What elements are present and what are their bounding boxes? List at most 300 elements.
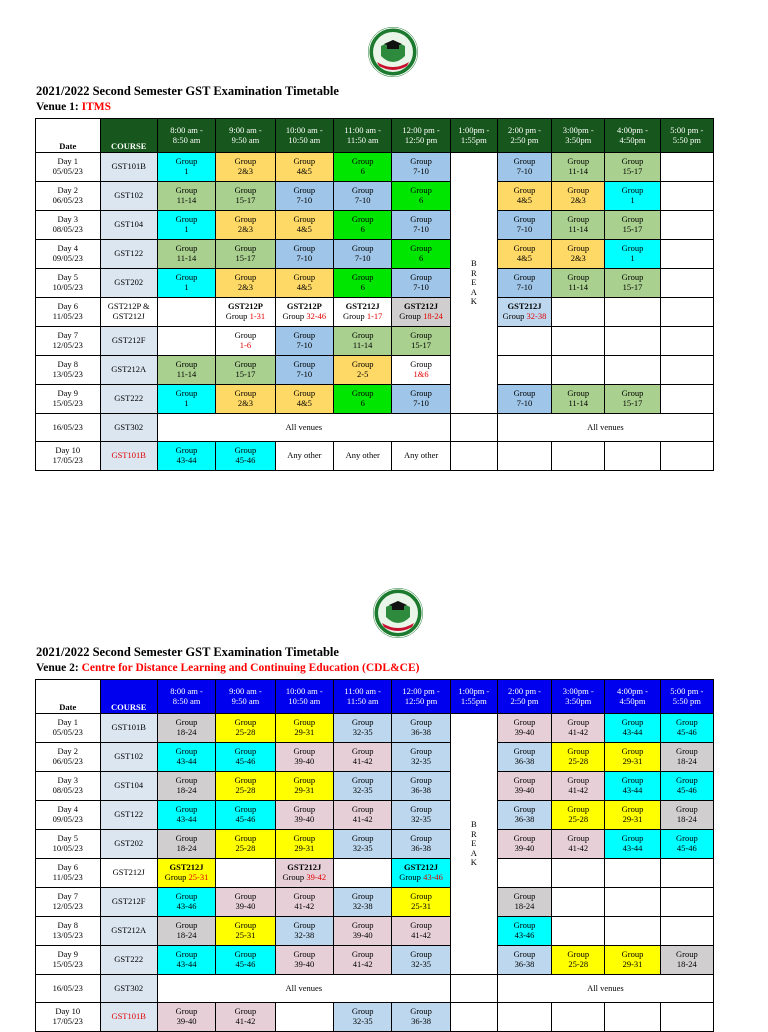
cell-line: Group [234,891,257,902]
course-code-cell [100,946,157,975]
group-range-red: 32-38 [526,311,547,321]
time-slot-line: 9:50 am [231,134,260,145]
cell-line: Group [567,214,590,225]
schedule-cell [392,946,450,975]
schedule-cell [216,153,275,182]
time-slot-header [497,680,551,714]
cell-line: Group [293,272,316,283]
cell-line: 4&5 [296,398,312,408]
cell-line: GST202 [114,277,144,288]
cell-line: Group [351,156,374,167]
cell-line: 2&3 [570,195,586,205]
cell-line: Group [175,717,198,728]
cell-line: Group [175,833,198,844]
cell-line: Group [175,920,198,931]
schedule-cell [334,743,392,772]
date-label: 15/05/23 [52,398,83,408]
date-label: 15/05/23 [52,959,83,969]
cell-line: 18-24 [176,843,197,853]
course-code-cell [100,801,157,830]
schedule-cell [392,801,450,830]
all-venues-cell: All venues [157,414,450,442]
cell-line: GST212J [112,867,145,878]
cell-line: Group [675,775,698,786]
cell-line: 45-46 [676,785,697,795]
time-slot-header [334,680,392,714]
schedule-cell [660,182,713,211]
cell-line: GST104 [114,780,144,791]
cell-line: 1 [184,166,189,176]
cell-line: Group [175,445,198,456]
cell-line: 39-40 [352,930,373,940]
schedule-cell [552,743,605,772]
schedule-cell [334,946,392,975]
cell-line: 41-42 [568,843,589,853]
cell-line: Group [234,156,257,167]
cell-line: Group [234,330,257,341]
cell-line: Group [513,833,536,844]
schedule-cell [157,946,215,975]
course-code-cell [100,240,157,269]
cell-line: 43-44 [176,959,197,969]
schedule-cell [334,772,392,801]
break-column [450,714,497,975]
cell-line: Any other [403,450,439,461]
cell-line: 11-14 [176,369,197,379]
date-label: 08/05/23 [52,785,83,795]
cell-line: 2&3 [237,166,253,176]
cell-line: Group [234,833,257,844]
schedule-cell [334,269,392,298]
cell-line: Group [351,833,374,844]
table-row [36,743,714,772]
course-variant: GST212P [227,301,263,312]
cell-line: Group [621,272,644,283]
schedule-cell [660,830,713,859]
break-letter: R [470,267,477,278]
group-range-red: 43-46 [423,872,443,882]
day-date-cell [36,888,101,917]
cell-line: Group [410,272,432,283]
day-date-cell [36,714,101,743]
schedule-cell [552,888,605,917]
date-label: 11/05/23 [52,311,83,321]
cell-line: 6 [360,224,365,234]
cell-line: 6 [418,195,424,205]
group-range-red: 1-17 [366,311,383,321]
cell-line: Group [234,445,257,456]
schedule-cell [605,830,660,859]
cell-line: 41-42 [235,1016,256,1026]
course-code-cell [100,442,157,471]
cell-line: 43-46 [176,901,197,911]
time-slot-header [605,680,660,714]
cell-line: 25-28 [568,959,589,969]
course-code-cell [100,414,157,442]
schedule-cell [157,442,215,471]
cell-line: Group [621,214,644,225]
cell-line: 7-10 [296,340,313,350]
time-slot-header [450,680,497,714]
cell-line: Group [234,359,257,370]
cell-line: Group [234,214,257,225]
cell-line: Group [351,891,374,902]
day-date-cell [36,414,101,442]
cell-line: 25-28 [235,727,256,737]
schedule-cell [605,356,660,385]
cell-line: 32-35 [411,959,431,969]
schedule-cell [157,772,215,801]
schedule-cell [334,240,392,269]
time-slot-line: 11:50 am [346,695,379,706]
cell-line: 39-40 [176,1016,197,1026]
cell-line: Group [410,156,432,167]
schedule-cell [392,211,450,240]
cell-line [216,341,274,351]
cell-line: Group [351,949,374,960]
cell-line: 29-31 [294,727,315,737]
schedule-cell [497,240,551,269]
break-letter: R [470,828,477,839]
day-date-cell [36,385,101,414]
cell-line: Group [513,949,536,960]
cell-line: Group [234,746,257,757]
cell-line: 45-46 [676,843,697,853]
day-date-cell [36,859,101,888]
venue-name: ITMS [81,101,111,113]
group-range-red: 1-31 [249,311,266,321]
time-slot-header [334,119,392,153]
schedule-cell [275,772,333,801]
table-row [36,182,714,211]
course-variant: GST212J [169,862,204,873]
table-row [36,240,714,269]
time-slot-line: 12:50 pm [404,134,438,145]
cell-line: 7-10 [516,282,533,292]
schedule-cell [552,859,605,888]
cell-line: 1 [184,282,189,292]
break-letter: K [470,857,477,868]
header-row [36,119,714,153]
break-cell [450,975,497,1003]
course-code-cell [100,830,157,859]
schedule-cell [660,714,713,743]
cell-line: 32-35 [352,1016,373,1026]
time-slot-line: 2:00 pm - [507,124,542,135]
group-range: Group 25-31 [164,872,209,882]
time-slot-header [275,119,333,153]
table-row [36,153,714,182]
table-row [36,946,714,975]
schedule-cell [605,385,660,414]
schedule-cell [275,859,333,888]
schedule-cell [660,859,713,888]
cell-line: Group [351,272,374,283]
cell-line: 11-14 [568,398,588,408]
venue-name: Centre for Distance Learning and Continuing Education (CDL&CE) [81,662,420,674]
cell-line: 29-31 [294,843,315,853]
schedule-cell [660,801,713,830]
time-slot-line: 10:50 am [288,695,321,706]
schedule-cell [605,153,660,182]
course-code-cell [100,859,157,888]
cell-line: 43-44 [176,814,197,824]
schedule-cell [605,1003,660,1032]
schedule-cell [497,385,551,414]
cell-line: Group [175,949,198,960]
cell-line: Group [293,185,316,196]
all-venues-cell: All venues [497,975,713,1003]
cell-line: GST102 [114,751,144,762]
date-label: 10/05/23 [52,282,83,292]
time-slot-line: 4:50pm [619,134,646,145]
schedule-cell [216,327,275,356]
cell-line: 45-46 [676,727,697,737]
schedule-cell [552,830,605,859]
cell-line: 15-17 [411,340,431,350]
cell-line: 2&3 [237,224,253,234]
cell-line: 41-42 [352,814,373,824]
cell-line: Group [567,746,590,757]
schedule-cell [275,298,333,327]
table-row [36,714,714,743]
cell-line: Group [410,243,432,254]
cell-line: 29-31 [622,959,643,969]
schedule-cell [157,182,215,211]
course-code-cell [100,327,157,356]
schedule-cell [497,772,551,801]
day-label: Day 4 [57,243,79,254]
cell-line: 43-46 [514,930,535,940]
schedule-cell [392,269,450,298]
cell-line: Group [513,272,536,283]
schedule-cell [497,946,551,975]
cell-line: 7-10 [296,195,313,205]
schedule-cell [334,327,392,356]
cell-line: 4&5 [296,282,312,292]
schedule-cell [392,1003,450,1032]
schedule-cell [275,946,333,975]
cell-line: Group [293,359,316,370]
cell-line: 29-31 [622,814,643,824]
timetable-venue2 [35,679,714,1032]
table-row [36,830,714,859]
cell-line: Group [675,717,698,728]
table-row [36,356,714,385]
time-slot-line: 1:55pm [460,695,487,706]
table-row [36,442,714,471]
group-range-red: 39-42 [306,872,327,882]
course-variant: GST212J [404,301,439,312]
table-row [36,917,714,946]
day-label: Day 1 [57,156,79,167]
schedule-cell [275,442,333,471]
time-slot-line: 4:50pm [619,695,646,706]
time-slot-header [157,119,215,153]
schedule-cell [605,714,660,743]
schedule-cell [497,327,551,356]
schedule-cell [497,211,551,240]
course-header: COURSE [100,119,157,153]
cell-line: 36-38 [411,843,431,853]
schedule-cell [275,356,333,385]
course-code-cell [100,772,157,801]
cell-line: Group [234,1006,257,1017]
time-slot-line: 5:50 pm [672,134,701,145]
group-range: Group 32-46 [282,311,327,321]
schedule-cell [275,888,333,917]
cell-line: Group [410,833,432,844]
cell-line: 7-10 [354,195,371,205]
cell-line: Group [410,185,432,196]
schedule-cell [334,153,392,182]
schedule-cell [216,859,275,888]
schedule-cell [216,714,275,743]
cell-line: 18-24 [176,930,197,940]
cell-line: 41-42 [352,959,373,969]
cell-line: Group [567,272,590,283]
group-range: Group 18-24 [399,311,443,321]
schedule-cell [605,801,660,830]
schedule-cell [392,743,450,772]
cell-line: Group [351,330,374,341]
cell-line: Group [513,717,536,728]
schedule-cell [660,153,713,182]
schedule-cell [497,743,551,772]
cell-line: Group [410,359,432,370]
schedule-cell [392,153,450,182]
time-slot-line: 11:00 am - [344,685,381,696]
group-range: Group 43-46 [399,872,443,882]
cell-line: Group [621,388,644,399]
cell-line: 25-31 [235,930,256,940]
cell-line: 2&3 [237,398,253,408]
table-row [36,801,714,830]
schedule-cell [157,327,215,356]
date-label: 10/05/23 [52,843,83,853]
cell-line: 39-40 [514,727,535,737]
table-row [36,414,714,442]
course-variant: GST212P [286,301,322,312]
cell-line: 11-14 [568,166,588,176]
timetable-venue1 [35,118,714,471]
cell-line: Group [567,717,590,728]
cell-line: 41-42 [352,756,373,766]
venue-label-text: Venue 1: [36,101,82,113]
cell-line: 32-38 [294,930,315,940]
cell-line: Group [234,804,257,815]
cell-line: 15-17 [622,224,643,234]
cell-line: 1 [630,195,635,205]
course-code-cell [100,269,157,298]
day-date-cell [36,269,101,298]
cell-line: Group [513,185,536,196]
time-slot-header [275,680,333,714]
cell-line: GST101B [111,722,146,733]
cell-line: 36-38 [514,814,535,824]
cell-line: GST122 [114,248,144,259]
cell-line: Group [175,746,198,757]
schedule-cell [660,772,713,801]
cell-line: 15-17 [235,253,256,263]
time-slot-line: 2:50 pm [510,695,539,706]
schedule-cell [392,830,450,859]
day-label: Day 7 [57,891,79,902]
venue-label-text: Venue 2: [36,662,82,674]
cell-line: Group [175,272,198,283]
cell-line: Group [410,330,432,341]
cell-line: 43-44 [176,455,197,465]
schedule-cell [497,859,551,888]
schedule-cell [334,211,392,240]
time-slot-header [157,680,215,714]
schedule-cell [552,772,605,801]
cell-line: Group [293,156,316,167]
cell-line: 1 [630,253,635,263]
university-crest-logo [367,26,419,78]
cell-line: 6 [360,166,365,176]
cell-line: 25-28 [235,843,256,853]
schedule-cell [275,801,333,830]
day-label: Day 1 [57,717,79,728]
schedule-cell [334,298,392,327]
cell-line: 4&5 [296,224,312,234]
cell-line: Group [410,214,432,225]
date-label: 13/05/23 [52,369,83,379]
cell-line: 15-17 [622,398,643,408]
time-slot-line: 3:00pm - [562,124,594,135]
cell-line: GST102 [114,190,144,201]
all-venues-cell: All venues [157,975,450,1003]
day-date-cell [36,327,101,356]
cell-line: Group [513,243,536,254]
time-slot-line: 10:00 am - [285,685,323,696]
timetable-title-venue1: 2021/2022 Second Semester GST Examination Timetable [36,84,339,98]
cell-line: Group [410,920,432,931]
break-cell [450,414,497,442]
date-header: Date [36,680,101,714]
schedule-cell [552,298,605,327]
schedule-cell [392,327,450,356]
schedule-cell [497,714,551,743]
time-slot-line: 3:00pm - [562,685,594,696]
course-code-cell [100,211,157,240]
cell-line: 7-10 [413,398,429,408]
cell-line: Group [175,243,198,254]
schedule-cell [275,743,333,772]
cell-line: Group [351,243,374,254]
time-slot-line: 2:50 pm [510,134,539,145]
date-label: 09/05/23 [52,814,83,824]
break-letter: A [470,847,477,858]
cell-line: Group [175,388,198,399]
schedule-cell [157,385,215,414]
schedule-cell [216,1003,275,1032]
time-slot-line: 1:55pm [460,134,487,145]
cell-line: Group [293,214,316,225]
day-date-cell [36,801,101,830]
cell-line: Group [351,388,374,399]
cell-line: 39-40 [294,814,315,824]
time-slot-header [450,119,497,153]
cell-line: Group [234,243,257,254]
cell-line: Group [410,775,432,786]
time-slot-line: 9:00 am - [229,124,262,135]
schedule-cell [275,714,333,743]
cell-line: GST222 [114,954,144,965]
group-range: Group 32-38 [502,311,547,321]
cell-line: Group [293,717,316,728]
